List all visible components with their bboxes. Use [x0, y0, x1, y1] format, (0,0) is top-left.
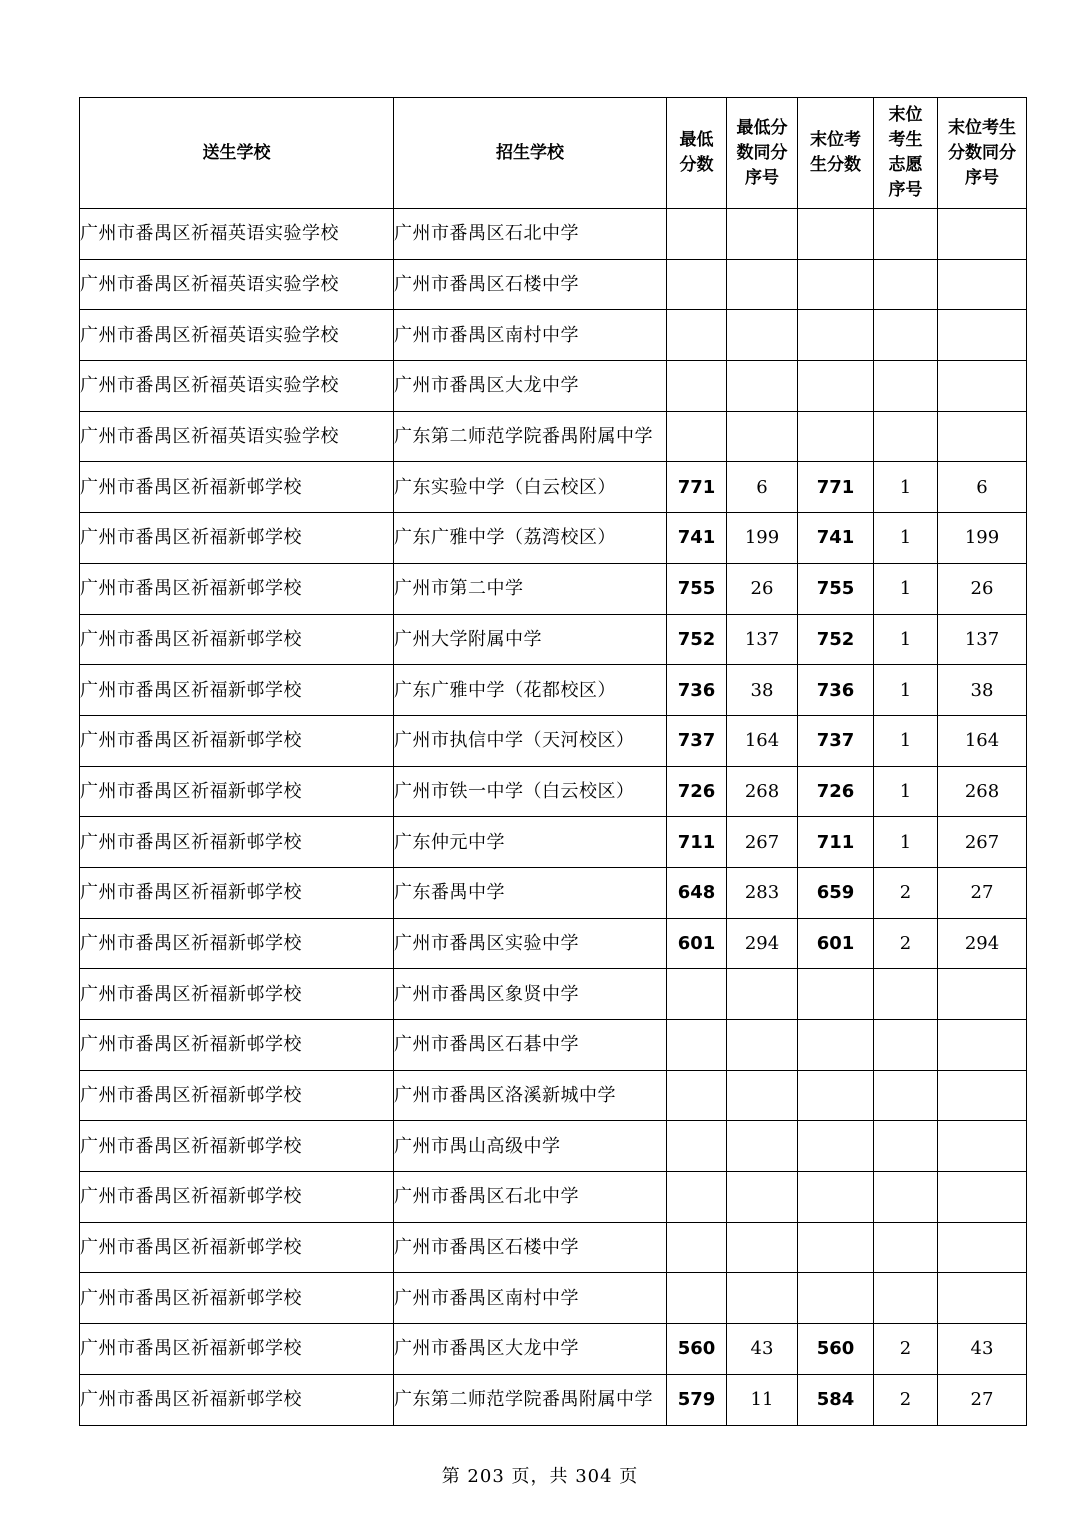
cell-last-choice	[874, 361, 938, 412]
header-min-score	[667, 98, 727, 209]
cell-min-score	[667, 969, 727, 1020]
cell-min-score-rank: 137	[727, 614, 798, 665]
cell-receiving-school: 广东仲元中学	[394, 817, 667, 868]
cell-sending-school: 广州市番禺区祈福新邨学校	[80, 1020, 394, 1071]
cell-last-score-rank: 268	[938, 766, 1027, 817]
cell-last-choice: 1	[874, 817, 938, 868]
cell-sending-school: 广州市番禺区祈福新邨学校	[80, 969, 394, 1020]
cell-last-score	[798, 310, 874, 361]
cell-receiving-school: 广东广雅中学（花都校区）	[394, 665, 667, 716]
cell-receiving-school: 广州市番禺区南村中学	[394, 1273, 667, 1324]
cell-last-score: 659	[798, 867, 874, 918]
cell-last-score: 726	[798, 766, 874, 817]
cell-min-score: 736	[667, 665, 727, 716]
cell-sending-school: 广州市番禺区祈福英语实验学校	[80, 361, 394, 412]
cell-last-choice: 2	[874, 918, 938, 969]
cell-last-choice	[874, 969, 938, 1020]
cell-last-score-rank	[938, 259, 1027, 310]
table-row	[80, 1070, 1027, 1121]
cell-last-choice	[874, 259, 938, 310]
cell-last-choice: 1	[874, 665, 938, 716]
table-row	[80, 462, 1027, 513]
cell-sending-school: 广州市番禺区祈福英语实验学校	[80, 209, 394, 260]
cell-sending-school: 广州市番禺区祈福新邨学校	[80, 462, 394, 513]
cell-last-score-rank	[938, 361, 1027, 412]
cell-sending-school: 广州市番禺区祈福新邨学校	[80, 1222, 394, 1273]
header-sending-school: 送生学校	[80, 98, 394, 209]
cell-last-choice: 1	[874, 513, 938, 564]
table-row	[80, 1222, 1027, 1273]
cell-sending-school: 广州市番禺区祈福新邨学校	[80, 1374, 394, 1425]
table-row	[80, 209, 1027, 260]
cell-min-score-rank	[727, 1020, 798, 1071]
cell-last-score: 737	[798, 715, 874, 766]
cell-sending-school: 广州市番禺区祈福新邨学校	[80, 918, 394, 969]
cell-last-score	[798, 1273, 874, 1324]
header-last-choice-text: 末位 考生 志愿 序号	[888, 105, 923, 200]
header-last-choice	[874, 98, 938, 209]
cell-last-choice	[874, 1273, 938, 1324]
cell-receiving-school: 广州市番禺区石北中学	[394, 209, 667, 260]
page-footer: 第 203 页，共 304 页	[441, 1466, 639, 1487]
cell-min-score-rank	[727, 209, 798, 260]
cell-min-score: 726	[667, 766, 727, 817]
cell-sending-school: 广州市番禺区祈福新邨学校	[80, 1121, 394, 1172]
cell-min-score-rank: 26	[727, 563, 798, 614]
cell-last-score-rank: 199	[938, 513, 1027, 564]
cell-min-score	[667, 259, 727, 310]
cell-sending-school: 广州市番禺区祈福英语实验学校	[80, 259, 394, 310]
cell-last-score: 711	[798, 817, 874, 868]
cell-last-choice: 1	[874, 563, 938, 614]
cell-last-score-rank	[938, 310, 1027, 361]
cell-receiving-school: 广州市第二中学	[394, 563, 667, 614]
cell-last-score-rank	[938, 1070, 1027, 1121]
cell-receiving-school: 广东第二师范学院番禺附属中学	[394, 411, 667, 462]
cell-min-score-rank	[727, 361, 798, 412]
table-row	[80, 411, 1027, 462]
cell-last-choice: 2	[874, 1374, 938, 1425]
cell-sending-school: 广州市番禺区祈福新邨学校	[80, 1324, 394, 1375]
cell-min-score	[667, 1172, 727, 1223]
table-row	[80, 766, 1027, 817]
cell-last-score	[798, 361, 874, 412]
cell-min-score-rank: 164	[727, 715, 798, 766]
table-row	[80, 310, 1027, 361]
cell-last-score-rank: 43	[938, 1324, 1027, 1375]
header-last-score-rank-text: 末位考生 分数同分 序号	[948, 117, 1016, 188]
cell-last-choice: 1	[874, 614, 938, 665]
cell-last-score-rank: 27	[938, 1374, 1027, 1425]
table-row	[80, 1374, 1027, 1425]
cell-receiving-school: 广州市番禺区大龙中学	[394, 1324, 667, 1375]
table-row	[80, 563, 1027, 614]
cell-min-score: 648	[667, 867, 727, 918]
cell-min-score	[667, 1121, 727, 1172]
cell-last-choice	[874, 1020, 938, 1071]
cell-receiving-school: 广州市番禺区洛溪新城中学	[394, 1070, 667, 1121]
cell-receiving-school: 广州大学附属中学	[394, 614, 667, 665]
cell-sending-school: 广州市番禺区祈福新邨学校	[80, 1070, 394, 1121]
cell-sending-school: 广州市番禺区祈福新邨学校	[80, 614, 394, 665]
cell-last-score-rank: 38	[938, 665, 1027, 716]
table-row	[80, 1172, 1027, 1223]
cell-last-score: 601	[798, 918, 874, 969]
cell-last-score	[798, 1121, 874, 1172]
cell-last-score: 771	[798, 462, 874, 513]
cell-min-score	[667, 1273, 727, 1324]
cell-last-score	[798, 209, 874, 260]
cell-last-score-rank: 26	[938, 563, 1027, 614]
cell-sending-school: 广州市番禺区祈福英语实验学校	[80, 310, 394, 361]
cell-last-score-rank	[938, 209, 1027, 260]
cell-last-score	[798, 1020, 874, 1071]
table-row	[80, 715, 1027, 766]
table-row	[80, 918, 1027, 969]
cell-sending-school: 广州市番禺区祈福新邨学校	[80, 817, 394, 868]
cell-min-score: 741	[667, 513, 727, 564]
cell-last-score: 736	[798, 665, 874, 716]
cell-min-score-rank: 268	[727, 766, 798, 817]
header-last-score-text: 末位考 生分数	[810, 130, 861, 175]
cell-sending-school: 广州市番禺区祈福新邨学校	[80, 1273, 394, 1324]
cell-last-choice: 1	[874, 715, 938, 766]
table-row	[80, 1020, 1027, 1071]
cell-last-score-rank	[938, 411, 1027, 462]
cell-last-score-rank	[938, 1020, 1027, 1071]
cell-min-score	[667, 1070, 727, 1121]
cell-min-score: 711	[667, 817, 727, 868]
cell-min-score-rank	[727, 1070, 798, 1121]
cell-sending-school: 广州市番禺区祈福新邨学校	[80, 1172, 394, 1223]
header-min-score-text: 最低 分数	[679, 130, 714, 175]
cell-min-score-rank	[727, 259, 798, 310]
cell-min-score-rank: 11	[727, 1374, 798, 1425]
cell-min-score: 771	[667, 462, 727, 513]
cell-last-score-rank	[938, 1273, 1027, 1324]
cell-min-score	[667, 1020, 727, 1071]
cell-min-score-rank	[727, 1121, 798, 1172]
cell-min-score	[667, 361, 727, 412]
cell-last-score-rank: 164	[938, 715, 1027, 766]
cell-min-score-rank: 43	[727, 1324, 798, 1375]
cell-min-score	[667, 411, 727, 462]
table-row	[80, 867, 1027, 918]
cell-last-score-rank: 137	[938, 614, 1027, 665]
header-row	[80, 98, 1027, 209]
cell-last-score-rank: 267	[938, 817, 1027, 868]
cell-receiving-school: 广州市番禺区石楼中学	[394, 259, 667, 310]
header-last-score	[798, 98, 874, 209]
cell-min-score-rank: 294	[727, 918, 798, 969]
cell-min-score-rank: 283	[727, 867, 798, 918]
header-min-score-rank-text: 最低分 数同分 序号	[736, 117, 788, 188]
cell-last-choice: 2	[874, 1324, 938, 1375]
cell-receiving-school: 广州市番禺区石碁中学	[394, 1020, 667, 1071]
cell-min-score: 601	[667, 918, 727, 969]
header-last-score-rank	[938, 98, 1027, 209]
cell-min-score-rank: 6	[727, 462, 798, 513]
cell-min-score-rank	[727, 411, 798, 462]
cell-last-score	[798, 259, 874, 310]
header-receiving-school: 招生学校	[394, 98, 667, 209]
cell-last-choice	[874, 209, 938, 260]
table-row	[80, 614, 1027, 665]
cell-receiving-school: 广东实验中学（白云校区）	[394, 462, 667, 513]
cell-receiving-school: 广东广雅中学（荔湾校区）	[394, 513, 667, 564]
cell-sending-school: 广州市番禺区祈福新邨学校	[80, 766, 394, 817]
cell-last-score: 752	[798, 614, 874, 665]
cell-last-score: 741	[798, 513, 874, 564]
cell-receiving-school: 广州市禺山高级中学	[394, 1121, 667, 1172]
cell-last-score-rank: 27	[938, 867, 1027, 918]
cell-min-score: 560	[667, 1324, 727, 1375]
table-row	[80, 361, 1027, 412]
cell-last-score-rank: 6	[938, 462, 1027, 513]
cell-receiving-school: 广州市番禺区大龙中学	[394, 361, 667, 412]
table-row	[80, 817, 1027, 868]
cell-last-score-rank	[938, 1222, 1027, 1273]
table-row	[80, 513, 1027, 564]
cell-last-choice	[874, 310, 938, 361]
cell-last-choice	[874, 1070, 938, 1121]
cell-receiving-school: 广州市铁一中学（白云校区）	[394, 766, 667, 817]
cell-last-score: 584	[798, 1374, 874, 1425]
table-row	[80, 1273, 1027, 1324]
cell-min-score-rank	[727, 1172, 798, 1223]
cell-last-score-rank	[938, 969, 1027, 1020]
admission-table	[79, 97, 1027, 1426]
cell-last-choice: 1	[874, 462, 938, 513]
cell-last-score-rank	[938, 1121, 1027, 1172]
cell-min-score: 755	[667, 563, 727, 614]
cell-last-score	[798, 1172, 874, 1223]
cell-last-score	[798, 1222, 874, 1273]
header-min-score-rank	[727, 98, 798, 209]
cell-sending-school: 广州市番禺区祈福新邨学校	[80, 665, 394, 716]
cell-receiving-school: 广东第二师范学院番禺附属中学	[394, 1374, 667, 1425]
cell-sending-school: 广州市番禺区祈福新邨学校	[80, 867, 394, 918]
cell-min-score	[667, 209, 727, 260]
cell-min-score	[667, 1222, 727, 1273]
cell-receiving-school: 广州市执信中学（天河校区）	[394, 715, 667, 766]
cell-receiving-school: 广州市番禺区石楼中学	[394, 1222, 667, 1273]
cell-last-choice: 2	[874, 867, 938, 918]
cell-min-score: 752	[667, 614, 727, 665]
cell-last-choice	[874, 1172, 938, 1223]
cell-sending-school: 广州市番禺区祈福新邨学校	[80, 513, 394, 564]
cell-last-score: 560	[798, 1324, 874, 1375]
cell-min-score-rank	[727, 1273, 798, 1324]
cell-receiving-school: 广州市番禺区实验中学	[394, 918, 667, 969]
cell-last-score-rank: 294	[938, 918, 1027, 969]
cell-receiving-school: 广州市番禺区象贤中学	[394, 969, 667, 1020]
cell-receiving-school: 广州市番禺区南村中学	[394, 310, 667, 361]
cell-last-score: 755	[798, 563, 874, 614]
cell-min-score-rank: 38	[727, 665, 798, 716]
cell-last-choice: 1	[874, 766, 938, 817]
cell-min-score	[667, 310, 727, 361]
table-row	[80, 665, 1027, 716]
cell-last-score-rank	[938, 1172, 1027, 1223]
table-row	[80, 1121, 1027, 1172]
table-row	[80, 969, 1027, 1020]
cell-receiving-school: 广州市番禺区石北中学	[394, 1172, 667, 1223]
cell-last-score	[798, 1070, 874, 1121]
cell-last-choice	[874, 1121, 938, 1172]
cell-last-score	[798, 969, 874, 1020]
cell-min-score-rank	[727, 310, 798, 361]
cell-min-score: 579	[667, 1374, 727, 1425]
cell-last-score	[798, 411, 874, 462]
cell-last-choice	[874, 1222, 938, 1273]
cell-min-score-rank	[727, 1222, 798, 1273]
cell-min-score-rank: 199	[727, 513, 798, 564]
cell-sending-school: 广州市番禺区祈福英语实验学校	[80, 411, 394, 462]
cell-sending-school: 广州市番禺区祈福新邨学校	[80, 715, 394, 766]
table-body	[80, 209, 1027, 1426]
cell-min-score: 737	[667, 715, 727, 766]
cell-sending-school: 广州市番禺区祈福新邨学校	[80, 563, 394, 614]
table-row	[80, 259, 1027, 310]
cell-last-choice	[874, 411, 938, 462]
table-row	[80, 1324, 1027, 1375]
cell-min-score-rank: 267	[727, 817, 798, 868]
cell-receiving-school: 广东番禺中学	[394, 867, 667, 918]
cell-min-score-rank	[727, 969, 798, 1020]
